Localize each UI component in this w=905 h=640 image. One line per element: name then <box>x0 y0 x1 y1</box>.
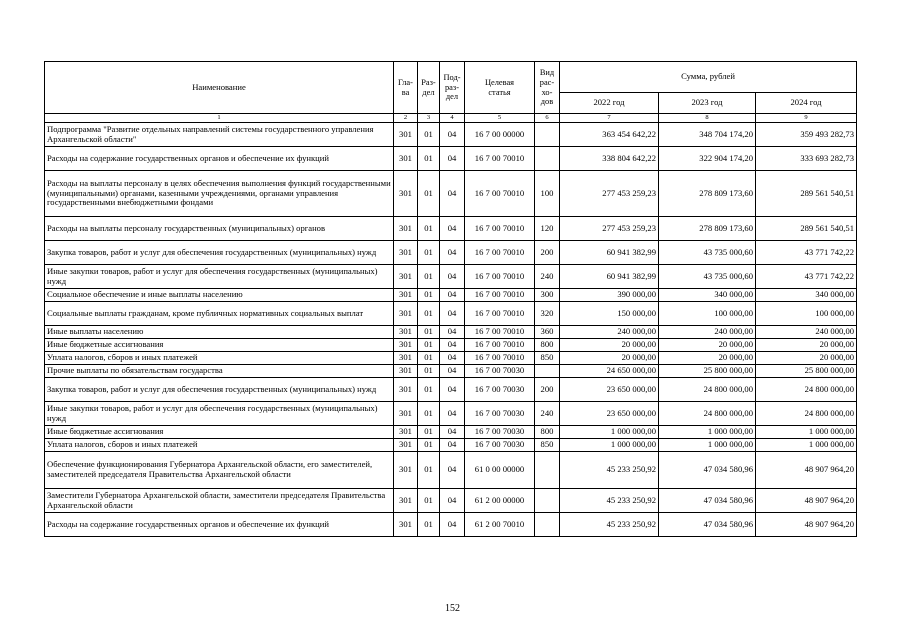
row-target: 16 7 00 70010 <box>465 302 535 326</box>
row-section: 01 <box>418 489 440 513</box>
row-exp-type: 850 <box>535 352 560 365</box>
column-number: 9 <box>756 114 857 123</box>
row-sum-2022: 363 454 642,22 <box>560 123 659 147</box>
row-sum-2022: 150 000,00 <box>560 302 659 326</box>
table-row <box>45 123 857 147</box>
row-sum-2024: 25 800 000,00 <box>756 365 857 378</box>
header-target <box>465 62 535 114</box>
row-sum-2022: 24 650 000,00 <box>560 365 659 378</box>
header-exp-type-line-3: хо- <box>541 87 553 97</box>
row-sum-2023: 24 800 000,00 <box>659 378 756 402</box>
row-chapter: 301 <box>394 217 418 241</box>
row-section: 01 <box>418 439 440 452</box>
row-chapter: 301 <box>394 302 418 326</box>
table-row <box>45 265 857 289</box>
row-target: 16 7 00 70010 <box>465 265 535 289</box>
row-exp-type: 320 <box>535 302 560 326</box>
table-row <box>45 339 857 352</box>
row-sum-2022: 45 233 250,92 <box>560 489 659 513</box>
column-number: 2 <box>394 114 418 123</box>
table-row <box>45 352 857 365</box>
row-sum-2022: 45 233 250,92 <box>560 513 659 537</box>
row-sum-2023: 47 034 580,96 <box>659 452 756 489</box>
header-section-line-1: Раз- <box>421 77 436 87</box>
row-target: 61 2 00 70010 <box>465 513 535 537</box>
row-name: Социальные выплаты гражданам, кроме публичных нормативных социальных выплат <box>45 302 394 326</box>
row-sum-2023: 1 000 000,00 <box>659 439 756 452</box>
header-target-line-2: статья <box>488 87 511 97</box>
row-exp-type: 800 <box>535 339 560 352</box>
row-sum-2022: 60 941 382,99 <box>560 241 659 265</box>
row-subsection: 04 <box>440 489 465 513</box>
header-year-2022: 2022 год <box>560 93 659 114</box>
row-sum-2024: 48 907 964,20 <box>756 452 857 489</box>
row-section: 01 <box>418 171 440 217</box>
header-exp-type-line-2: рас- <box>539 77 555 87</box>
row-sum-2022: 390 000,00 <box>560 289 659 302</box>
column-number: 1 <box>45 114 394 123</box>
row-exp-type: 850 <box>535 439 560 452</box>
row-name: Закупка товаров, работ и услуг для обеспечения государственных (муниципальных) нужд <box>45 378 394 402</box>
row-exp-type: 240 <box>535 402 560 426</box>
row-subsection: 04 <box>440 352 465 365</box>
row-sum-2022: 60 941 382,99 <box>560 265 659 289</box>
header-name: Наименование <box>45 62 394 114</box>
column-number: 8 <box>659 114 756 123</box>
row-sum-2024: 1 000 000,00 <box>756 439 857 452</box>
header-subsection-line-2: раз- <box>444 82 459 92</box>
table-row <box>45 302 857 326</box>
row-target: 16 7 00 70010 <box>465 352 535 365</box>
row-sum-2024: 20 000,00 <box>756 339 857 352</box>
row-target: 16 7 00 70010 <box>465 339 535 352</box>
column-number: 6 <box>535 114 560 123</box>
header-year-2023: 2023 год <box>659 93 756 114</box>
row-sum-2024: 24 800 000,00 <box>756 402 857 426</box>
row-sum-2023: 47 034 580,96 <box>659 513 756 537</box>
row-sum-2024: 43 771 742,22 <box>756 265 857 289</box>
row-name: Прочие выплаты по обязательствам государства <box>45 365 394 378</box>
table-row <box>45 513 857 537</box>
row-name: Уплата налогов, сборов и иных платежей <box>45 352 394 365</box>
column-number: 7 <box>560 114 659 123</box>
row-subsection: 04 <box>440 365 465 378</box>
row-sum-2022: 1 000 000,00 <box>560 426 659 439</box>
column-number: 5 <box>465 114 535 123</box>
row-chapter: 301 <box>394 439 418 452</box>
row-exp-type <box>535 123 560 147</box>
row-sum-2023: 278 809 173,60 <box>659 171 756 217</box>
row-target: 16 7 00 70030 <box>465 439 535 452</box>
row-chapter: 301 <box>394 289 418 302</box>
row-chapter: 301 <box>394 378 418 402</box>
row-subsection: 04 <box>440 513 465 537</box>
row-sum-2023: 348 704 174,20 <box>659 123 756 147</box>
row-chapter: 301 <box>394 452 418 489</box>
row-target: 16 7 00 70010 <box>465 217 535 241</box>
row-subsection: 04 <box>440 452 465 489</box>
row-subsection: 04 <box>440 289 465 302</box>
row-subsection: 04 <box>440 378 465 402</box>
row-sum-2022: 240 000,00 <box>560 326 659 339</box>
column-number: 3 <box>418 114 440 123</box>
row-subsection: 04 <box>440 326 465 339</box>
row-section: 01 <box>418 378 440 402</box>
row-section: 01 <box>418 289 440 302</box>
row-target: 61 0 00 00000 <box>465 452 535 489</box>
row-section: 01 <box>418 365 440 378</box>
row-chapter: 301 <box>394 241 418 265</box>
row-sum-2023: 322 904 174,20 <box>659 147 756 171</box>
row-sum-2023: 100 000,00 <box>659 302 756 326</box>
row-name: Иные бюджетные ассигнования <box>45 426 394 439</box>
row-chapter: 301 <box>394 489 418 513</box>
row-subsection: 04 <box>440 265 465 289</box>
row-section: 01 <box>418 452 440 489</box>
row-target: 16 7 00 70010 <box>465 289 535 302</box>
row-target: 16 7 00 70010 <box>465 326 535 339</box>
table-row <box>45 439 857 452</box>
row-name: Социальное обеспечение и иные выплаты населению <box>45 289 394 302</box>
row-sum-2023: 20 000,00 <box>659 352 756 365</box>
row-chapter: 301 <box>394 513 418 537</box>
table-row <box>45 365 857 378</box>
row-name: Подпрограмма "Развитие отдельных направлений системы государственного управления Архангельской области" <box>45 123 394 147</box>
header-chapter <box>394 62 418 114</box>
table-row <box>45 426 857 439</box>
row-target: 16 7 00 70030 <box>465 402 535 426</box>
row-subsection: 04 <box>440 439 465 452</box>
row-target: 16 7 00 70010 <box>465 147 535 171</box>
row-sum-2024: 43 771 742,22 <box>756 241 857 265</box>
row-name: Расходы на выплаты персоналу государственных (муниципальных) органов <box>45 217 394 241</box>
row-section: 01 <box>418 217 440 241</box>
row-sum-2023: 278 809 173,60 <box>659 217 756 241</box>
header-section-line-2: дел <box>422 87 435 97</box>
row-chapter: 301 <box>394 123 418 147</box>
row-sum-2022: 277 453 259,23 <box>560 217 659 241</box>
table-row <box>45 217 857 241</box>
row-sum-2024: 340 000,00 <box>756 289 857 302</box>
row-subsection: 04 <box>440 402 465 426</box>
row-target: 16 7 00 70030 <box>465 365 535 378</box>
column-number-row <box>45 114 857 123</box>
row-exp-type <box>535 365 560 378</box>
table-row <box>45 171 857 217</box>
row-name: Иные закупки товаров, работ и услуг для обеспечения государственных (муниципальных) нужд <box>45 402 394 426</box>
row-section: 01 <box>418 352 440 365</box>
row-chapter: 301 <box>394 339 418 352</box>
row-sum-2023: 1 000 000,00 <box>659 426 756 439</box>
header-chapter-line-1: Гла- <box>398 77 413 87</box>
row-subsection: 04 <box>440 147 465 171</box>
table-row <box>45 326 857 339</box>
row-sum-2022: 20 000,00 <box>560 352 659 365</box>
row-sum-2024: 48 907 964,20 <box>756 513 857 537</box>
row-exp-type: 120 <box>535 217 560 241</box>
row-exp-type <box>535 513 560 537</box>
row-target: 16 7 00 70030 <box>465 426 535 439</box>
row-subsection: 04 <box>440 217 465 241</box>
row-sum-2023: 240 000,00 <box>659 326 756 339</box>
row-name: Закупка товаров, работ и услуг для обеспечения государственных (муниципальных) нужд <box>45 241 394 265</box>
row-chapter: 301 <box>394 365 418 378</box>
row-sum-2024: 20 000,00 <box>756 352 857 365</box>
row-sum-2024: 289 561 540,51 <box>756 171 857 217</box>
row-target: 16 7 00 70010 <box>465 171 535 217</box>
header-subsection-line-1: Под- <box>443 73 461 83</box>
row-section: 01 <box>418 123 440 147</box>
header-exp-type-line-4: дов <box>540 97 554 107</box>
row-exp-type: 100 <box>535 171 560 217</box>
row-chapter: 301 <box>394 402 418 426</box>
row-subsection: 04 <box>440 241 465 265</box>
row-section: 01 <box>418 241 440 265</box>
row-sum-2022: 45 233 250,92 <box>560 452 659 489</box>
row-subsection: 04 <box>440 426 465 439</box>
column-number: 4 <box>440 114 465 123</box>
row-subsection: 04 <box>440 171 465 217</box>
row-sum-2024: 1 000 000,00 <box>756 426 857 439</box>
row-exp-type: 200 <box>535 241 560 265</box>
page-number: 152 <box>445 603 460 614</box>
row-sum-2024: 100 000,00 <box>756 302 857 326</box>
row-subsection: 04 <box>440 123 465 147</box>
row-name: Иные выплаты населению <box>45 326 394 339</box>
row-exp-type <box>535 452 560 489</box>
row-section: 01 <box>418 147 440 171</box>
row-section: 01 <box>418 426 440 439</box>
row-sum-2022: 23 650 000,00 <box>560 402 659 426</box>
row-name: Иные закупки товаров, работ и услуг для обеспечения государственных (муниципальных) нужд <box>45 265 394 289</box>
row-sum-2023: 43 735 000,60 <box>659 241 756 265</box>
table-row <box>45 289 857 302</box>
table-row <box>45 452 857 489</box>
row-name: Иные бюджетные ассигнования <box>45 339 394 352</box>
table-row <box>45 378 857 402</box>
row-section: 01 <box>418 302 440 326</box>
row-sum-2024: 24 800 000,00 <box>756 378 857 402</box>
row-target: 16 7 00 00000 <box>465 123 535 147</box>
header-chapter-line-2: ва <box>401 87 410 97</box>
row-sum-2022: 338 804 642,22 <box>560 147 659 171</box>
row-sum-2024: 240 000,00 <box>756 326 857 339</box>
row-name: Расходы на содержание государственных органов и обеспечение их функций <box>45 147 394 171</box>
header-target-line-1: Целевая <box>484 77 515 87</box>
row-sum-2023: 43 735 000,60 <box>659 265 756 289</box>
header-exp-type <box>535 62 560 114</box>
row-sum-2022: 20 000,00 <box>560 339 659 352</box>
row-chapter: 301 <box>394 326 418 339</box>
row-name: Уплата налогов, сборов и иных платежей <box>45 439 394 452</box>
row-sum-2023: 47 034 580,96 <box>659 489 756 513</box>
row-name: Заместители Губернатора Архангельской области, заместители председателя Правительства Архангельской области <box>45 489 394 513</box>
row-exp-type: 240 <box>535 265 560 289</box>
table-row <box>45 147 857 171</box>
budget-table <box>44 61 857 537</box>
row-name: Обеспечение функционирования Губернатора Архангельской области, его заместителей, заместителей председателя Правительства Архангельской области <box>45 452 394 489</box>
table-row <box>45 489 857 513</box>
table-row <box>45 241 857 265</box>
header-subsection <box>440 62 465 114</box>
table-body <box>45 123 857 537</box>
row-exp-type: 300 <box>535 289 560 302</box>
row-sum-2022: 277 453 259,23 <box>560 171 659 217</box>
row-sum-2023: 24 800 000,00 <box>659 402 756 426</box>
row-section: 01 <box>418 326 440 339</box>
row-chapter: 301 <box>394 426 418 439</box>
row-chapter: 301 <box>394 171 418 217</box>
row-name: Расходы на выплаты персоналу в целях обеспечения выполнения функций государственными (муниципальными) органами, казенными учреждениями, органами управления государственными внебюджетными фондами <box>45 171 394 217</box>
row-sum-2024: 359 493 282,73 <box>756 123 857 147</box>
row-exp-type <box>535 147 560 171</box>
row-sum-2024: 48 907 964,20 <box>756 489 857 513</box>
row-section: 01 <box>418 265 440 289</box>
row-sum-2022: 23 650 000,00 <box>560 378 659 402</box>
row-exp-type: 360 <box>535 326 560 339</box>
row-target: 16 7 00 70030 <box>465 378 535 402</box>
header-section <box>418 62 440 114</box>
row-sum-2024: 333 693 282,73 <box>756 147 857 171</box>
header-exp-type-line-1: Вид <box>539 68 555 78</box>
row-section: 01 <box>418 513 440 537</box>
row-target: 61 2 00 00000 <box>465 489 535 513</box>
row-name: Расходы на содержание государственных органов и обеспечение их функций <box>45 513 394 537</box>
table-row <box>45 402 857 426</box>
header-subsection-line-3: дел <box>445 92 459 102</box>
row-chapter: 301 <box>394 265 418 289</box>
row-sum-2023: 25 800 000,00 <box>659 365 756 378</box>
row-subsection: 04 <box>440 339 465 352</box>
row-sum-2022: 1 000 000,00 <box>560 439 659 452</box>
row-exp-type: 200 <box>535 378 560 402</box>
row-subsection: 04 <box>440 302 465 326</box>
row-sum-2023: 20 000,00 <box>659 339 756 352</box>
row-section: 01 <box>418 402 440 426</box>
header-sum: Сумма, рублей <box>560 62 857 93</box>
row-chapter: 301 <box>394 147 418 171</box>
row-sum-2023: 340 000,00 <box>659 289 756 302</box>
row-exp-type <box>535 489 560 513</box>
row-target: 16 7 00 70010 <box>465 241 535 265</box>
header-year-2024: 2024 год <box>756 93 857 114</box>
row-exp-type: 800 <box>535 426 560 439</box>
row-chapter: 301 <box>394 352 418 365</box>
row-section: 01 <box>418 339 440 352</box>
row-sum-2024: 289 561 540,51 <box>756 217 857 241</box>
